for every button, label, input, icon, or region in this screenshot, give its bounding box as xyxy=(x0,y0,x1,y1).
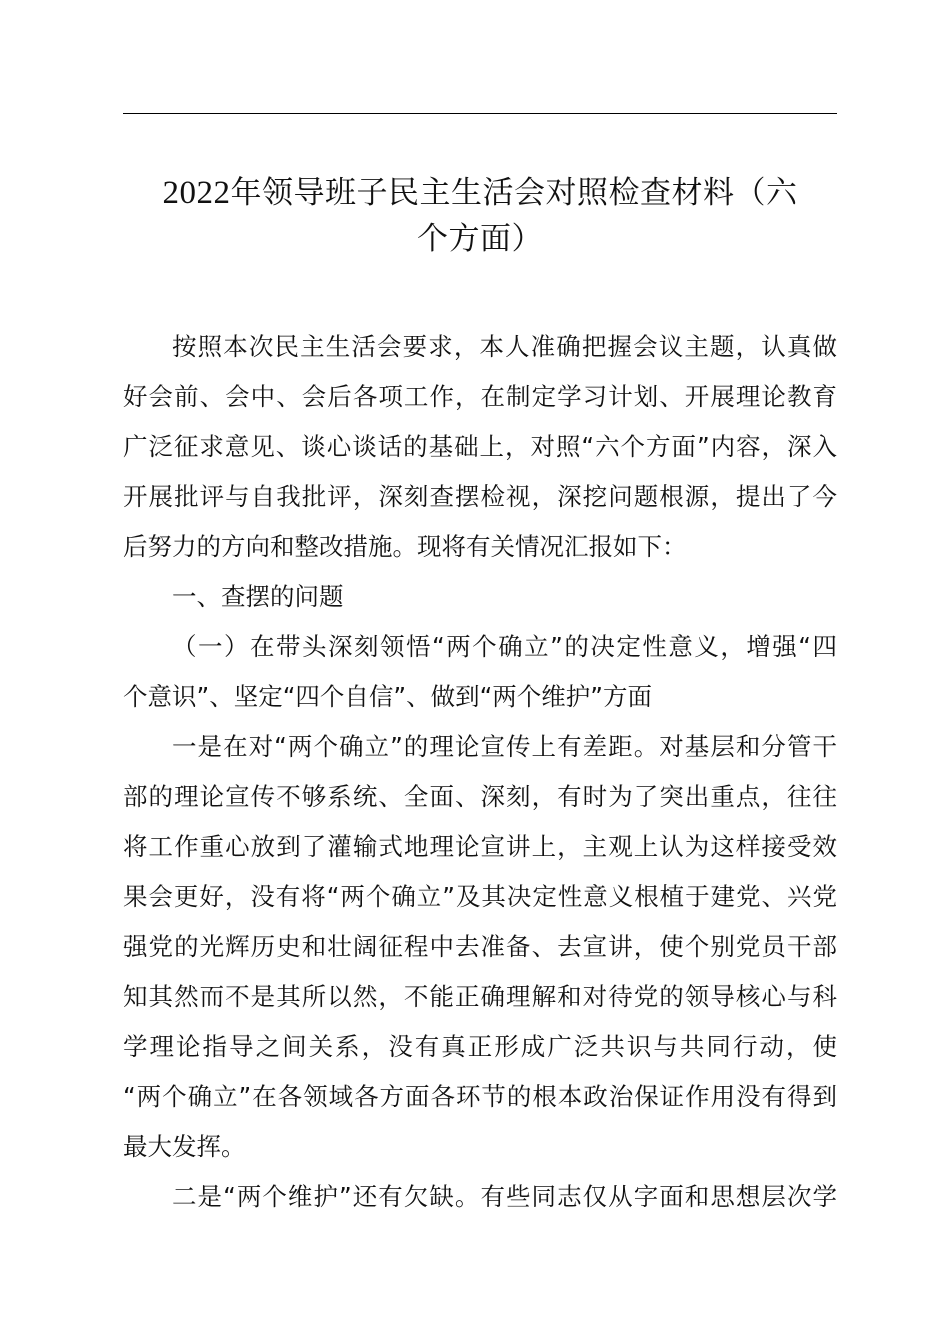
body-line: 二是“两个维护”还有欠缺。有些同志仅从字面和思想层次学 xyxy=(172,1182,837,1211)
body-line: 学理论指导之间关系，没有真正形成广泛共识与共同行动，使 xyxy=(123,1032,837,1061)
body-line: 按照本次民主生活会要求，本人准确把握会议主题，认真做 xyxy=(172,332,837,361)
body-line: （一）在带头深刻领悟“两个确立”的决定性意义，增强“四 xyxy=(172,632,837,661)
title-year: 2022 xyxy=(162,175,231,211)
body-line: 好会前、会中、会后各项工作，在制定学习计划、开展理论教育 xyxy=(123,382,837,411)
body-line: 广泛征求意见、谈心谈话的基础上，对照“六个方面”内容，深入 xyxy=(123,432,837,461)
body-line: 部的理论宣传不够系统、全面、深刻，有时为了突出重点，往往 xyxy=(123,782,837,811)
body-line: 开展批评与自我批评，深刻查摆检视，深挖问题根源，提出了今 xyxy=(123,482,837,511)
document-title xyxy=(123,170,837,262)
header-rule xyxy=(123,113,837,114)
body-line: 果会更好，没有将“两个确立”及其决定性意义根植于建党、兴党 xyxy=(123,882,837,911)
body-line: 知其然而不是其所以然，不能正确理解和对待党的领导核心与科 xyxy=(123,982,837,1011)
body-line: 一、查摆的问题 xyxy=(172,582,344,611)
body-line: 强党的光辉历史和壮阔征程中去准备、去宣讲，使个别党员干部 xyxy=(123,932,837,961)
body-line: 个意识”、坚定“四个自信”、做到“两个维护”方面 xyxy=(123,682,652,711)
body-line: 将工作重心放到了灌输式地理论宣讲上，主观上认为这样接受效 xyxy=(123,832,837,861)
body-line: 最大发挥。 xyxy=(123,1132,246,1161)
title-line-1 xyxy=(163,175,798,211)
title-line-1-text: 年领导班子民主生活会对照检查材料（六 xyxy=(230,175,798,211)
body-line: 后努力的方向和整改措施。现将有关情况汇报如下： xyxy=(123,532,687,561)
body-line: “两个确立”在各领域各方面各环节的根本政治保证作用没有得到 xyxy=(123,1082,837,1111)
title-line-2: 个方面） xyxy=(417,221,543,257)
body-line: 一是在对“两个确立”的理论宣传上有差距。对基层和分管干 xyxy=(172,732,837,761)
document-body xyxy=(123,322,837,1222)
